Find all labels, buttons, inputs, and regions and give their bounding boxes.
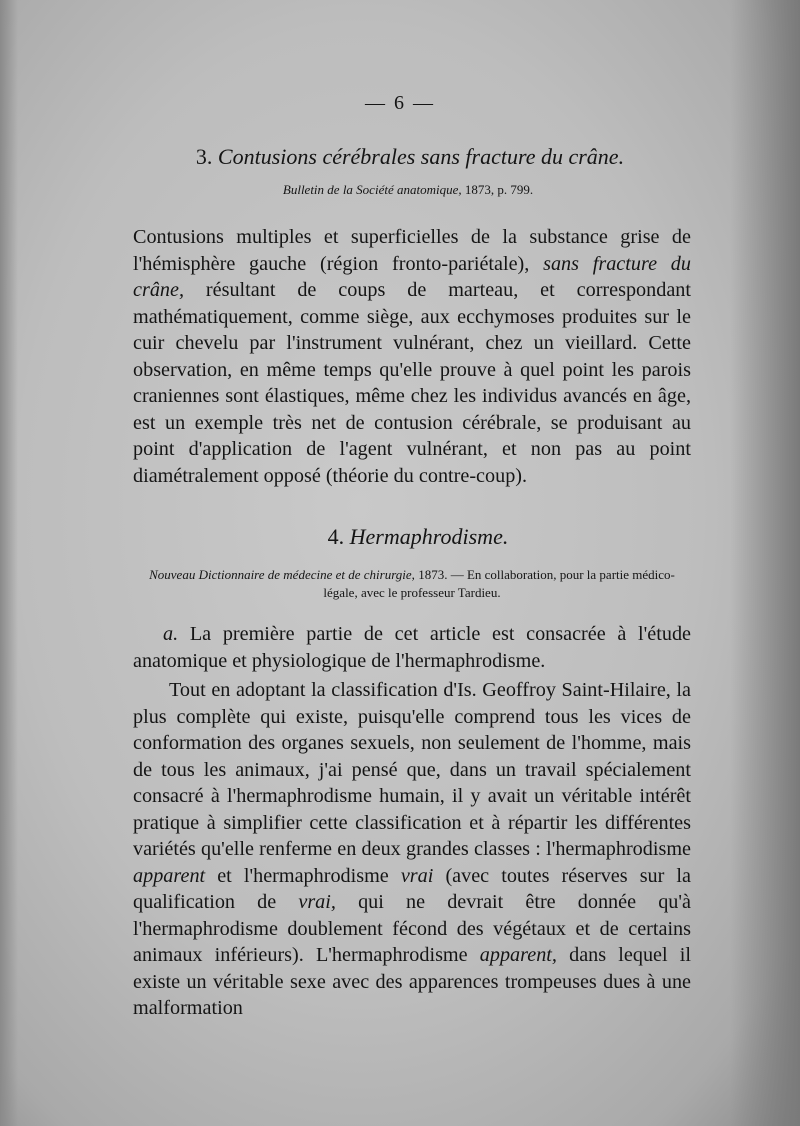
section-3-paragraph-part1: Contusions multiples et superficielles de la substance grise de l'hémisphère gauche (région fronto-pariétale), — [133, 226, 691, 275]
section-3-heading — [10, 144, 800, 170]
section-3-paragraph-part2: résultant de coups de marteau, et correspondant mathématiquement, comme siège, aux ecchymoses produites sur le cuir chevelu par l'instrument vulnérant, chez un vieillard. Cette observation, en même temps qu'elle prouve à quel point les parois craniennes sont élastiques, même chez les individus avancés en âge, est un exemple très net de contusion cérébrale, se produisant au point d'application de l'agent vulnérant, et non pas au point diamétralement opposé (théorie du contre-coup). — [133, 279, 691, 487]
section-4-citation-rest: 1873. — En collaboration, pour la partie médico-légale, avec le professeur Tardieu. — [323, 567, 675, 600]
section-4-title: Hermaphrodisme. — [349, 524, 509, 549]
section-3-paragraph — [133, 224, 691, 489]
section-3-citation-rest: 1873, p. 799. — [464, 182, 534, 197]
section-4-citation — [133, 566, 691, 602]
section-4-paragraph-b-emphasis-3: vrai, — [298, 891, 336, 913]
section-4-paragraph-a-text: La première partie de cet article est consacrée à l'étude anatomique et physiologique de l'hermaphrodisme. — [133, 623, 691, 672]
section-3-citation — [258, 182, 558, 198]
page-number: — 6 — — [365, 92, 435, 114]
section-4-paragraph-b-part2: et l'hermaphrodisme — [205, 864, 401, 887]
section-4-paragraph-b-part4: qui ne devrait être donnée qu'à l'hermaphrodisme doublement fécond des végétaux et de certains animaux inférieurs). L'hermaphrodisme — [133, 891, 691, 966]
section-4-number: 4. — [327, 524, 345, 549]
section-4-paragraph-b-emphasis-1: apparent — [133, 864, 206, 887]
section-3-paragraph-emphasis: sans fracture du crâne, — [133, 252, 691, 301]
section-4-paragraph-b-part3: (avec toutes réserves sur la qualification de — [133, 864, 691, 913]
section-4-paragraph-b-emphasis-4: apparent, — [479, 944, 557, 966]
section-4-heading — [18, 524, 800, 550]
section-4-paragraph-b-part5: dans lequel il existe un véritable sexe avec des apparences trompeuses dues à une malformation — [133, 944, 692, 1019]
section-3-citation-journal: Bulletin de la Société anatomique, — [282, 182, 462, 197]
section-3-title: Contusions cérébrales sans fracture du crâne. — [217, 144, 625, 169]
section-4-paragraph-b-emphasis-2: vrai — [400, 864, 434, 887]
section-4-paragraph-b-part1: Tout en adoptant la classification d'Is. Geoffroy Saint-Hilaire, la plus complète qui existe, puisqu'elle comprend tous les vices de conformation des organes sexuels, non seulement de l'homme, mais de tous les animaux, j'ai pensé que, dans un travail spécialement consacré à l'hermaphrodisme humain, il y avait un véritable intérêt pratique à simplifier cette classification et à répartir les différentes variétés qu'elle renferme en deux grandes classes : l'hermaphrodisme — [133, 679, 691, 860]
section-4-paragraph-a-marker: a. — [163, 623, 179, 645]
section-4-citation-title: Nouveau Dictionnaire de médecine et de chirurgie, — [149, 567, 415, 582]
section-3-number: 3. — [195, 144, 213, 169]
section-4-paragraph-b — [133, 677, 691, 1022]
section-4-paragraph-a — [133, 621, 691, 674]
